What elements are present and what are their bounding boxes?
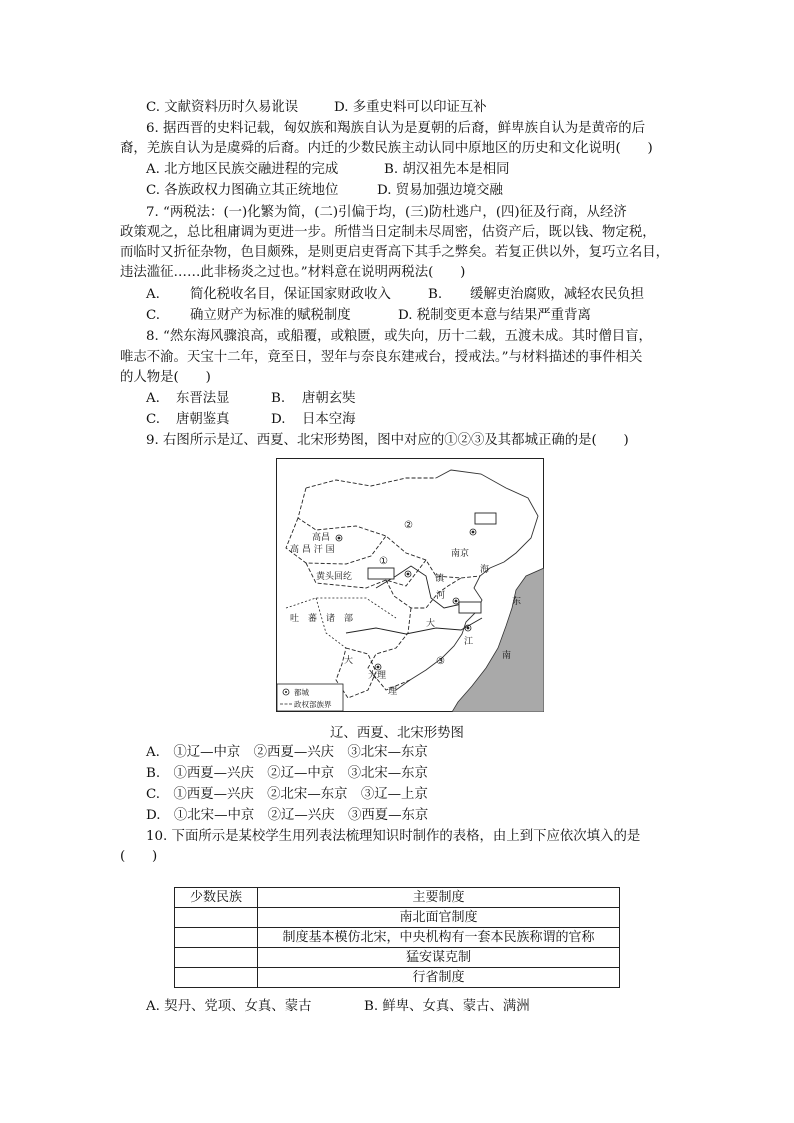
map-label-nanjing: 南京 <box>451 549 470 559</box>
q8-stem-line1: 8. “然东海风骤浪高，或船覆，或粮匮，或失向，历十二载，五渡未成。其时僧目盲， <box>146 329 652 344</box>
q7-option-c: 确立财产为标准的赋税制度 <box>190 308 351 323</box>
map-label-dali: 大理 <box>368 671 387 681</box>
map-label-he: 河 <box>436 591 446 601</box>
q8-option-b: 唐朝玄奘 <box>302 391 356 406</box>
q9-option-a: A. ①辽—中京 ②西夏—兴庆 ③北宋—东京 <box>146 745 428 760</box>
q7-option-c-label: C. <box>146 308 161 323</box>
map-label-dong: 东 <box>512 597 522 607</box>
legend-capital-label: 都城 <box>294 688 309 697</box>
map-label-circle1: ① <box>379 556 388 567</box>
q8-option-b-label: B. <box>271 391 286 406</box>
q7-option-d: D. 税制变更本意与结果严重背离 <box>398 308 591 323</box>
table-row <box>175 908 620 928</box>
q8-option-c: 唐朝鉴真 <box>176 412 230 427</box>
table-row <box>175 948 620 968</box>
capital-box-3 <box>459 602 481 613</box>
map-label-gaochang-khanate: 高 昌 汗 国 <box>290 545 335 555</box>
q8-option-a-label: A. <box>146 391 160 406</box>
q10-stem-line2: ( ) <box>120 849 158 864</box>
q7-option-a: 简化税收名目，保证国家财政收入 <box>190 287 391 302</box>
q8-option-a: 东晋法显 <box>176 391 230 406</box>
map-caption: 辽、西夏、北宋形势图 <box>330 726 464 741</box>
map-label-circle3: ③ <box>436 656 445 667</box>
map-label-tubo: 吐 蕃 诸 部 <box>290 614 354 624</box>
table-row <box>175 968 620 988</box>
q9-option-c: C. ①西夏—兴庆 ②北宋—东京 ③辽—上京 <box>146 787 428 802</box>
map-label-dali-da: 大 <box>344 656 354 666</box>
map-label-gaochang: 高昌 <box>312 533 331 543</box>
q5-option-d: D. 多重史料可以印证互补 <box>334 100 487 115</box>
q9-stem: 9. 右图所示是辽、西夏、北宋形势图，图中对应的①②③及其都城正确的是( ) <box>146 433 629 448</box>
table-cell: 行省制度 <box>258 968 620 988</box>
q10-option-a: A. 契丹、党项、女真、蒙古 <box>146 999 312 1014</box>
capital-box-1 <box>368 568 394 579</box>
q8-stem-line3: 的人物是( ) <box>120 370 211 385</box>
map-label-dali-li: 理 <box>388 687 398 697</box>
knowledge-table <box>174 887 620 988</box>
q6-option-d: D. 贸易加强边境交融 <box>377 183 503 198</box>
q7-stem-line1: 7. “两税法：(一)化繁为简，(二)引偏于均，(三)防杜逃户，(四)征及行商，从经济 <box>146 205 627 220</box>
table-header-system: 主要制度 <box>258 888 620 908</box>
capital-box-2 <box>475 513 496 524</box>
q9-option-b: B. ①西夏—兴庆 ②辽—中京 ③北宋—东京 <box>146 766 428 781</box>
map-label-hai: 海 <box>480 565 490 575</box>
q8-stem-line2: 唯志不渝。天宝十二年，竟至日，翌年与奈良东建戒台，授戒法。”与材料描述的事件相关 <box>120 350 643 365</box>
legend-border-label: 政权部族界 <box>294 700 332 709</box>
map-label-circle2: ② <box>404 520 413 531</box>
q6-option-c: C. 各族政权力图确立其正统地位 <box>146 183 339 198</box>
q7-option-b: 缓解吏治腐败，减轻农民负担 <box>470 287 645 302</box>
q7-stem-line4: 违法滥征……此非杨炎之过也。”材料意在说明两税法( ) <box>120 265 466 280</box>
map-label-nan: 南 <box>502 651 512 661</box>
table-header-row <box>175 888 620 908</box>
q6-stem-line1: 6. 据西晋的史料记载，匈奴族和羯族自认为是夏朝的后裔，鲜卑族自认为是黄帝的后 <box>146 121 646 136</box>
q8-option-d: 日本空海 <box>302 412 356 427</box>
table-header-ethnic: 少数民族 <box>175 888 258 908</box>
table-cell: 猛安谋克制 <box>258 948 620 968</box>
q7-stem-line2: 政策观之，总比租庸调为更进一步。所惜当日定制未尽周密，估资产后，既以钱、物定税， <box>120 225 656 240</box>
q8-option-d-label: D. <box>271 412 286 427</box>
q10-option-b: B. 鲜卑、女真、蒙古、满洲 <box>364 999 530 1014</box>
map-label-zhen: 镇 <box>435 574 445 584</box>
map-label-jiang: 江 <box>464 637 474 647</box>
map-label-huangtou: 黄头回纥 <box>316 572 353 582</box>
q6-option-a: A. 北方地区民族交融进程的完成 <box>146 162 339 177</box>
q7-option-b-label: B. <box>428 287 443 302</box>
q6-stem-line2: 裔，羌族自认为是虞舜的后裔。内迁的少数民族主动认同中原地区的历史和文化说明( ) <box>120 141 653 156</box>
table-cell: 南北面官制度 <box>258 908 620 928</box>
q9-option-d: D. ①北宋—中京 ②辽—兴庆 ③西夏—东京 <box>146 808 429 823</box>
q5-option-c: C. 文献资料历时久易讹误 <box>146 100 299 115</box>
table-row <box>175 928 620 948</box>
q6-option-b: B. 胡汉祖先本是相同 <box>384 162 510 177</box>
q10-stem-line1: 10. 下面所示是某校学生用列表法梳理知识时制作的表格，由上到下应依次填入的是 <box>146 829 641 844</box>
map-label-da: 大 <box>426 619 436 629</box>
table-cell: 制度基本模仿北宋，中央机构有一套本民族称谓的官称 <box>258 928 620 948</box>
liao-xixia-song-map <box>276 458 544 712</box>
q8-option-c-label: C. <box>146 412 161 427</box>
q7-option-a-label: A. <box>146 287 160 302</box>
q7-stem-line3: 而临时又折征杂物，色目颇殊，是则更启吏胥高下其手之弊矣。若复正供以外，复巧立名目， <box>120 245 670 260</box>
